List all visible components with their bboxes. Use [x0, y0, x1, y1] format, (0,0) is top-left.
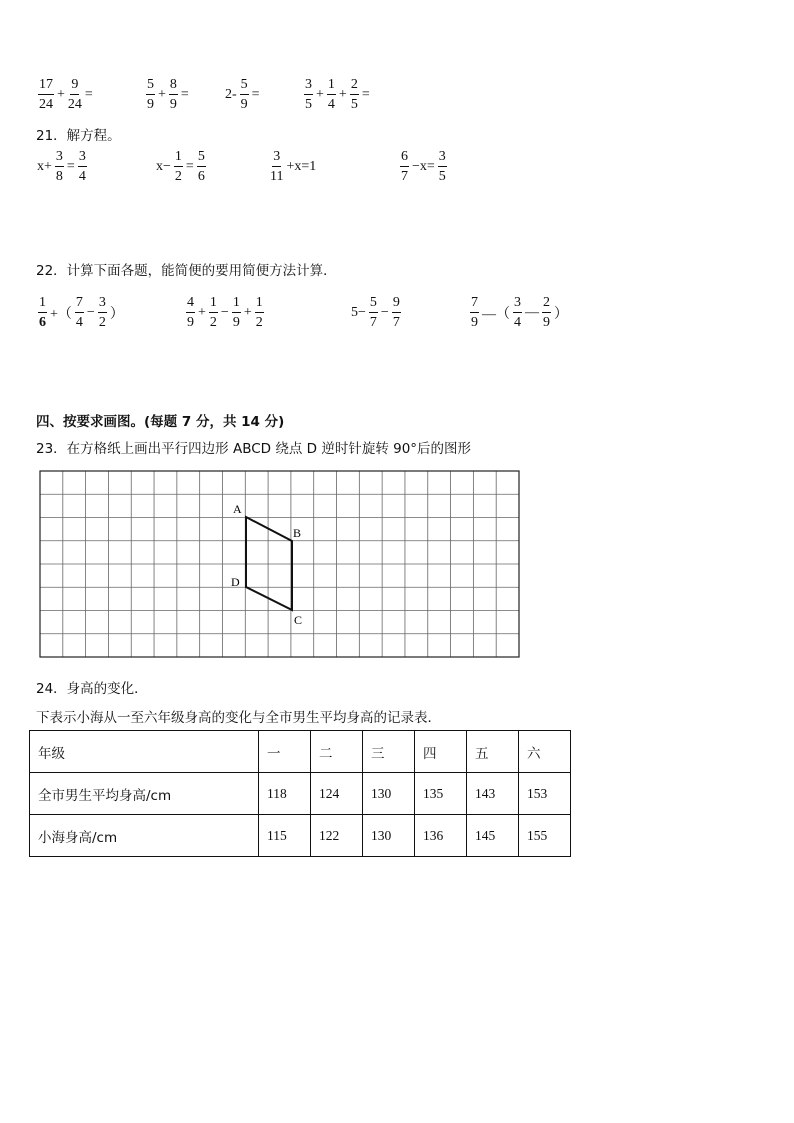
table-cell: 145	[467, 815, 519, 857]
fraction: $\frac{9}{7}$	[392, 295, 400, 330]
vertex-label-b: B	[293, 526, 302, 540]
fraction: $\frac{3}{5}$	[438, 149, 446, 184]
section-4-title: 四、按要求画图。(每题 7 分，共 14 分)	[36, 414, 285, 430]
q20-expr-3: 2- $\frac{5}{9}$ =	[225, 77, 260, 112]
fraction: $\frac{17}{24}$	[39, 77, 53, 112]
height-record-table	[29, 730, 571, 857]
fraction: $\frac{1}{2}$	[209, 295, 217, 330]
fraction: $\frac{2}{9}$	[543, 295, 550, 330]
q22-expr-3: 5− $\frac{5}{7}$ − $\frac{9}{7}$	[351, 295, 400, 330]
fraction: $\frac{4}{9}$	[187, 295, 194, 330]
table-row-label: 全市男生平均身高/cm	[30, 773, 259, 815]
table-cell: 124	[311, 773, 363, 815]
parallelogram-abcd	[246, 517, 292, 610]
q22-expr-4: $\frac{7}{9}$ —（ $\frac{3}{4}$ — $\frac{2}{9}$ ）	[471, 295, 568, 330]
q22-expr-1: $\frac{1}{6}$ +（ $\frac{7}{4}$ − $\frac{3}{2}$ ）	[39, 295, 124, 330]
fraction: $\frac{7}{4}$	[75, 295, 83, 330]
q20-expr-1: $\frac{17}{24}$ + $\frac{9}{24}$ =	[39, 77, 93, 112]
table-cell: 143	[467, 773, 519, 815]
vertex-label-a: A	[233, 502, 242, 516]
fraction: $\frac{7}{9}$	[471, 295, 478, 330]
table-header-row	[30, 731, 571, 773]
fraction: $\frac{1}{2}$	[174, 149, 182, 184]
q24-title: 24．身高的变化．	[36, 681, 148, 697]
fraction: $\frac{9}{24}$	[67, 77, 82, 112]
q22-expr-2: $\frac{4}{9}$ + $\frac{1}{2}$ − $\frac{1}{9}$ + $\frac{1}{2}$	[187, 295, 263, 330]
fraction: $\frac{3}{4}$	[78, 149, 86, 184]
q21-expr-1: x+ $\frac{3}{8}$ = $\frac{3}{4}$	[37, 149, 86, 184]
table-cell: 五	[467, 731, 519, 773]
q20-expr-4: $\frac{3}{5}$ + $\frac{1}{4}$ + $\frac{2}{5}$ =	[305, 77, 370, 112]
table-row-label: 小海身高/cm	[30, 815, 259, 857]
fraction: $\frac{5}{6}$	[197, 149, 205, 184]
q22-title: 22．计算下面各题，能简便的要用简便方法计算．	[36, 263, 337, 279]
table-cell: 六	[519, 731, 571, 773]
table-cell: 130	[363, 815, 415, 857]
fraction: $\frac{3}{2}$	[98, 295, 106, 330]
fraction: $\frac{3}{11}$	[270, 149, 284, 184]
table-row	[30, 773, 571, 815]
table-cell: 一	[259, 731, 311, 773]
table-cell: 二	[311, 731, 363, 773]
fraction: $\frac{1}{4}$	[327, 77, 335, 112]
fraction: $\frac{6}{7}$	[401, 149, 408, 184]
q23-title: 23．在方格纸上画出平行四边形 ABCD 绕点 D 逆时针旋转 90°后的图形	[36, 441, 472, 457]
vertex-label-d: D	[231, 575, 240, 589]
table-cell: 118	[259, 773, 311, 815]
q20-expr-2: $\frac{5}{9}$ + $\frac{8}{9}$ =	[147, 77, 189, 112]
fraction: $\frac{1}{2}$	[255, 295, 263, 330]
table-cell: 155	[519, 815, 571, 857]
fraction: $\frac{1}{6}$	[39, 295, 46, 330]
table-cell: 153	[519, 773, 571, 815]
table-cell: 122	[311, 815, 363, 857]
fraction: $\frac{5}{9}$	[240, 77, 248, 112]
table-cell: 三	[363, 731, 415, 773]
table-cell: 四	[415, 731, 467, 773]
table-cell: 136	[415, 815, 467, 857]
vertex-label-c: C	[294, 613, 303, 627]
fraction: $\frac{3}{5}$	[305, 77, 312, 112]
table-row-label: 年级	[30, 731, 259, 773]
grid-lines	[40, 471, 519, 657]
q21-expr-3: $\frac{3}{11}$ +x=1	[270, 149, 317, 184]
q21-expr-4: $\frac{6}{7}$ −x= $\frac{3}{5}$	[401, 149, 446, 184]
q21-expr-2: x− $\frac{1}{2}$ = $\frac{5}{6}$	[156, 149, 205, 184]
fraction: $\frac{2}{5}$	[350, 77, 358, 112]
fraction: $\frac{5}{7}$	[369, 295, 377, 330]
table-cell: 135	[415, 773, 467, 815]
q21-title: 21．解方程。	[36, 128, 121, 144]
table-row	[30, 815, 571, 857]
fraction: $\frac{3}{8}$	[55, 149, 63, 184]
fraction: $\frac{3}{4}$	[514, 295, 521, 330]
table-cell: 115	[259, 815, 311, 857]
q24-subtitle: 下表示小海从一至六年级身高的变化与全市男生平均身高的记录表．	[36, 710, 441, 726]
fraction: $\frac{5}{9}$	[147, 77, 154, 112]
table-cell: 130	[363, 773, 415, 815]
fraction: $\frac{8}{9}$	[169, 77, 177, 112]
fraction: $\frac{1}{9}$	[232, 295, 240, 330]
